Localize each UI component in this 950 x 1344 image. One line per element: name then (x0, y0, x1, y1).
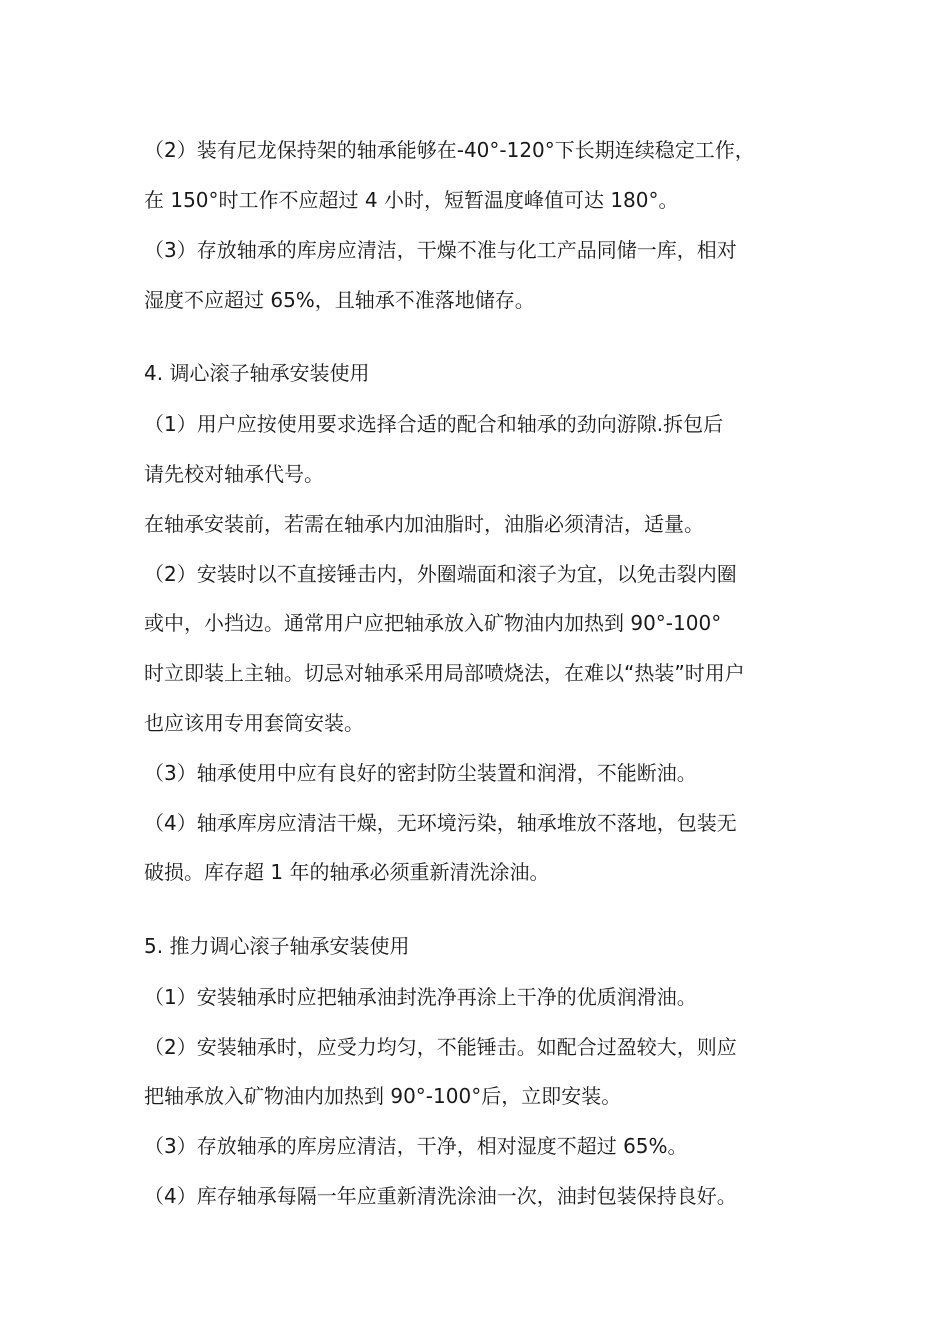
s4-item2-line1: （2）安装时以不直接锤击内，外圈端面和滚子为宜，以免击裂内圈 (144, 562, 737, 586)
s5-item1-line1: （1）安装轴承时应把轴承油封洗净再涂上干净的优质润滑油。 (144, 985, 697, 1009)
s3-item2-line2: 在 150°时工作不应超过 4 小时，短暂温度峰值可达 180°。 (144, 188, 679, 212)
s4-item2-line2: 或中，小挡边。通常用户应把轴承放入矿物油内加热到 90°-100° (144, 611, 722, 635)
s3-item3-line2: 湿度不应超过 65%，且轴承不准落地储存。 (144, 288, 535, 312)
s4-item1-line1: （1）用户应按使用要求选择合适的配合和轴承的劲向游隙.拆包后 (144, 412, 724, 436)
s4-item3-line1: （3）轴承使用中应有良好的密封防尘装置和润滑，不能断油。 (144, 761, 697, 785)
s5-item2-line1: （2）安装轴承时，应受力均匀，不能锤击。如配合过盈较大，则应 (144, 1035, 737, 1059)
section4-heading: 4. 调心滚子轴承安装使用 (144, 361, 370, 385)
s3-item2-line1: （2）装有尼龙保持架的轴承能够在-40°-120°下长期连续稳定工作， (144, 138, 755, 162)
s4-item2-line3: 时立即装上主轴。切忌对轴承采用局部喷烧法，在难以“热装”时用户 (144, 661, 745, 685)
section5-heading: 5. 推力调心滚子轴承安装使用 (144, 934, 410, 958)
s5-item3-line1: （3）存放轴承的库房应清洁，干净，相对湿度不超过 65%。 (144, 1134, 688, 1158)
s5-item4-line1: （4）库存轴承每隔一年应重新清洗涂油一次，油封包装保持良好。 (144, 1184, 737, 1208)
s4-item1-line2: 请先校对轴承代号。 (144, 462, 324, 486)
s3-item3-line1: （3）存放轴承的库房应清洁，干燥不准与化工产品同储一库，相对 (144, 238, 737, 262)
s4-item2-line4: 也应该用专用套筒安装。 (144, 711, 364, 735)
s4-item4-line2: 破损。库存超 1 年的轴承必须重新清洗涂油。 (144, 860, 550, 884)
s4-note-line: 在轴承安装前，若需在轴承内加油脂时，油脂必须清洁，适量。 (144, 512, 704, 536)
s4-item4-line1: （4）轴承库房应清洁干燥，无环境污染，轴承堆放不落地，包装无 (144, 811, 737, 835)
s5-item2-line2: 把轴承放入矿物油内加热到 90°-100°后，立即安装。 (144, 1084, 622, 1108)
